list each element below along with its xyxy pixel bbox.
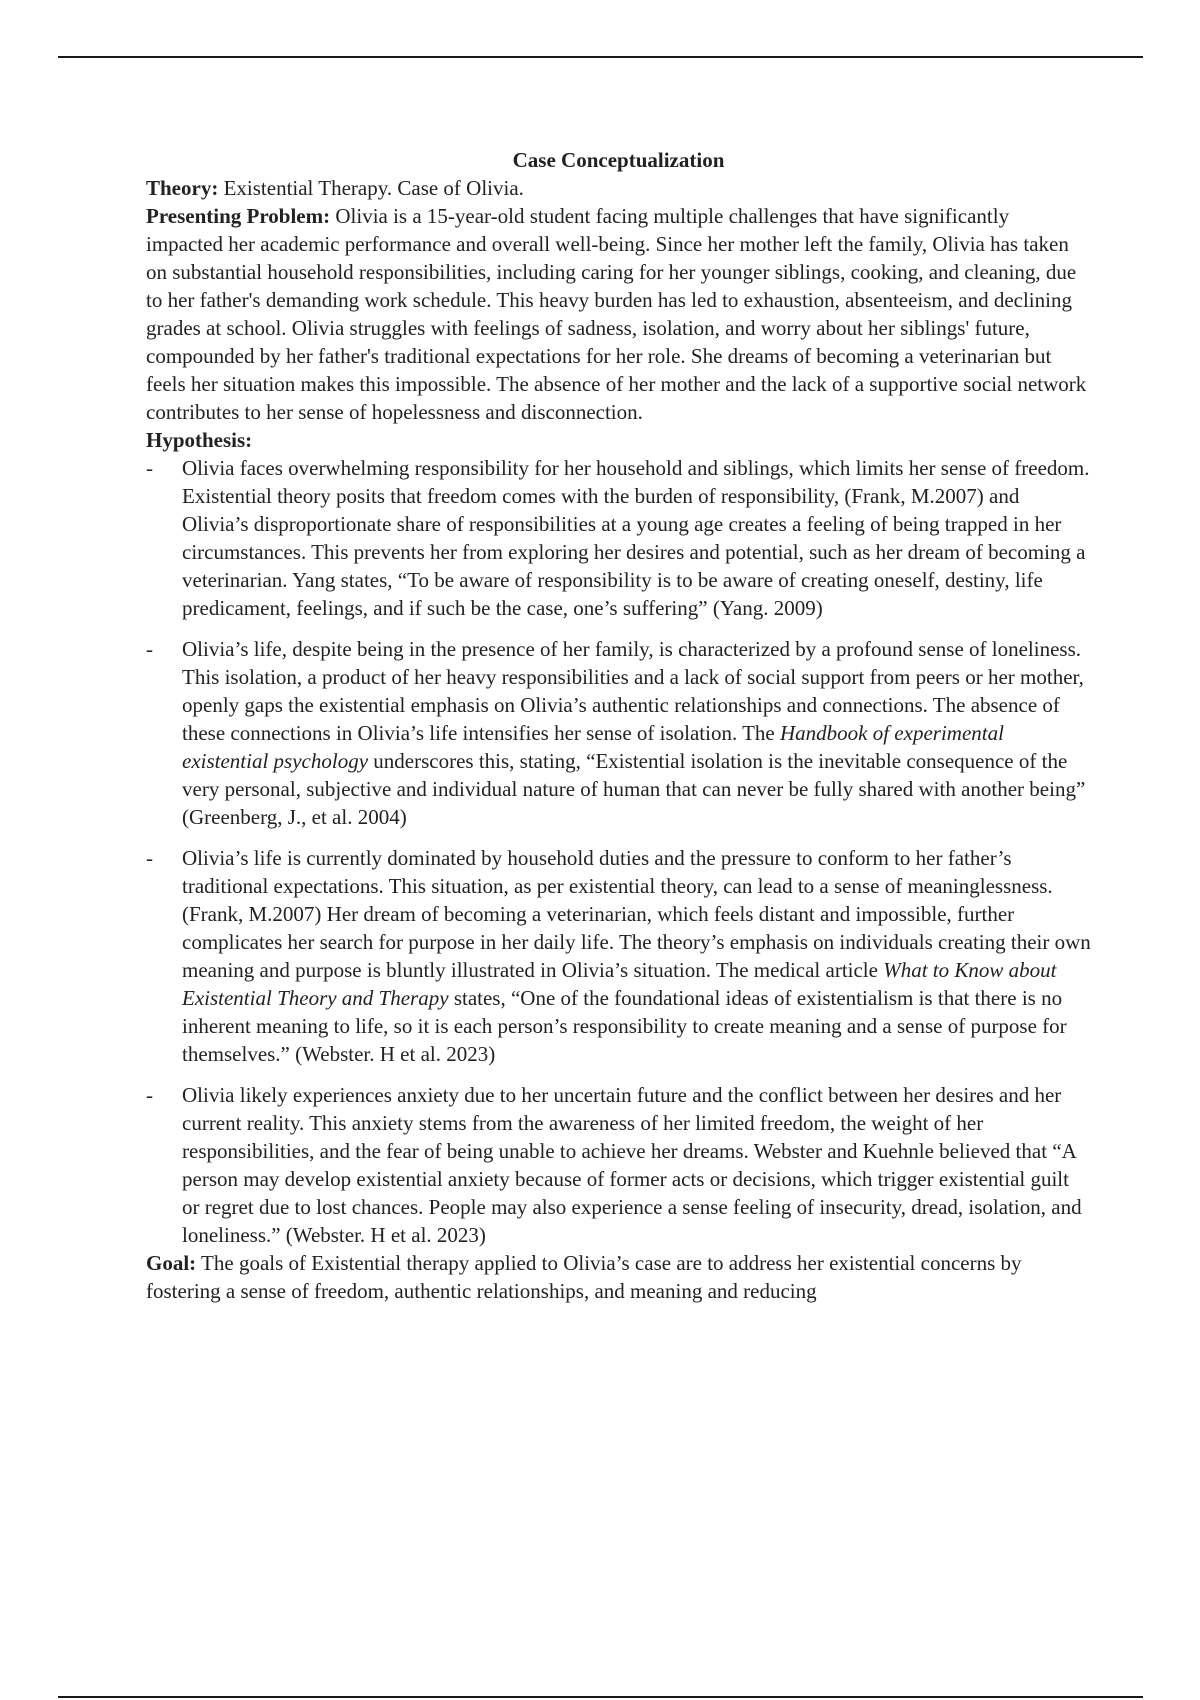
hypothesis-text: Olivia’s life, despite being in the presence of her family, is characterized by a profound sense of loneliness. This isolation, a product of her heavy responsibilities and a lack of social support from peers or her mother, openly gaps the existential emphasis on Olivia’s authentic relationships and connections. The absence of these connections in Olivia’s life intensifies her sense of isolation. The xyxy=(182,637,1084,745)
hypothesis-item-anxiety xyxy=(146,1081,1091,1249)
hypothesis-list xyxy=(146,454,1091,1249)
presenting-problem-paragraph xyxy=(146,202,1091,426)
book-title: Handbook of experimental existential psychology xyxy=(182,721,1004,773)
presenting-problem-text: Olivia is a 15-year-old student facing multiple challenges that have significantly impacted her academic performance and overall well-being. Since her mother left the family, Olivia has taken on substantial household responsibilities, including caring for her younger siblings, cooking, and cleaning, due to her father's demanding work schedule. This heavy burden has led to exhaustion, absenteeism, and declining grades at school. Olivia struggles with feelings of sadness, isolation, and worry about her siblings' future, compounded by her father's traditional expectations for her role. She dreams of becoming a veterinarian but feels her situation makes this impossible. The absence of her mother and the lack of a supportive social network contributes to her sense of hopelessness and disconnection. xyxy=(146,204,1087,424)
article-title: What to Know about Existential Theory and Therapy xyxy=(182,958,1057,1010)
bullet-dash: - xyxy=(146,456,153,480)
hypothesis-text: underscores this, stating, “Existential isolation is the inevitable consequence of the very personal, subjective and individual nature of human that can never be fully shared with another being” (Greenberg, J., et al. 2004) xyxy=(182,749,1086,829)
theory-paragraph xyxy=(146,174,1091,202)
document-body xyxy=(146,146,1091,1305)
goal-text: The goals of Existential therapy applied to Olivia’s case are to address her existential concerns by fostering a sense of freedom, authentic relationships, and meaning and reducing xyxy=(146,1251,1022,1303)
document-title: Case Conceptualization xyxy=(512,148,725,172)
hypothesis-label: Hypothesis: xyxy=(146,428,253,452)
bullet-dash: - xyxy=(146,846,153,870)
hypothesis-item-isolation xyxy=(146,635,1091,831)
presenting-problem-label: Presenting Problem: xyxy=(146,204,331,228)
theory-text: Existential Therapy. Case of Olivia. xyxy=(218,176,524,200)
hypothesis-item-responsibility xyxy=(146,454,1091,622)
footer-rule xyxy=(58,1696,1143,1698)
hypothesis-text: Olivia likely experiences anxiety due to her uncertain future and the conflict between her desires and her current reality. This anxiety stems from the awareness of her limited freedom, the weight of her responsibilities, and the fear of being unable to achieve her dreams. Webster and Kuehnle believed that “A person may develop existential anxiety because of former acts or decisions, which trigger existential guilt or regret due to lost chances. People may also experience a sense feeling of insecurity, dread, isolation, and loneliness.” (Webster. H et al. 2023) xyxy=(182,1083,1082,1247)
header-rule xyxy=(58,56,1143,58)
theory-label: Theory: xyxy=(146,176,219,200)
bullet-dash: - xyxy=(146,637,153,661)
bullet-dash: - xyxy=(146,1083,153,1107)
goal-paragraph xyxy=(146,1249,1091,1305)
hypothesis-text: Olivia’s life is currently dominated by household duties and the pressure to conform to her father’s traditional expectations. This situation, as per existential theory, can lead to a sense of meaninglessness. (Frank, M.2007) Her dream of becoming a veterinarian, which feels distant and impossible, further complicates her search for purpose in her daily life. The theory’s emphasis on individuals creating their own meaning and purpose is bluntly illustrated in Olivia’s situation. The medical article xyxy=(182,846,1091,982)
hypothesis-item-meaninglessness xyxy=(146,844,1091,1068)
hypothesis-text: Olivia faces overwhelming responsibility for her household and siblings, which limits her sense of freedom. Existential theory posits that freedom comes with the burden of responsibility, (Frank, M.2007) and Olivia’s disproportionate share of responsibilities at a young age creates a feeling of being trapped in her circumstances. This prevents her from exploring her desires and potential, such as her dream of becoming a veterinarian. Yang states, “To be aware of responsibility is to be aware of creating oneself, destiny, life predicament, feelings, and if such be the case, one’s suffering” (Yang. 2009) xyxy=(182,456,1090,620)
hypothesis-text: states, “One of the foundational ideas of existentialism is that there is no inherent meaning to life, so it is each person’s responsibility to create meaning and a sense of purpose for themselves.” (Webster. H et al. 2023) xyxy=(182,986,1067,1066)
goal-label: Goal: xyxy=(146,1251,197,1275)
